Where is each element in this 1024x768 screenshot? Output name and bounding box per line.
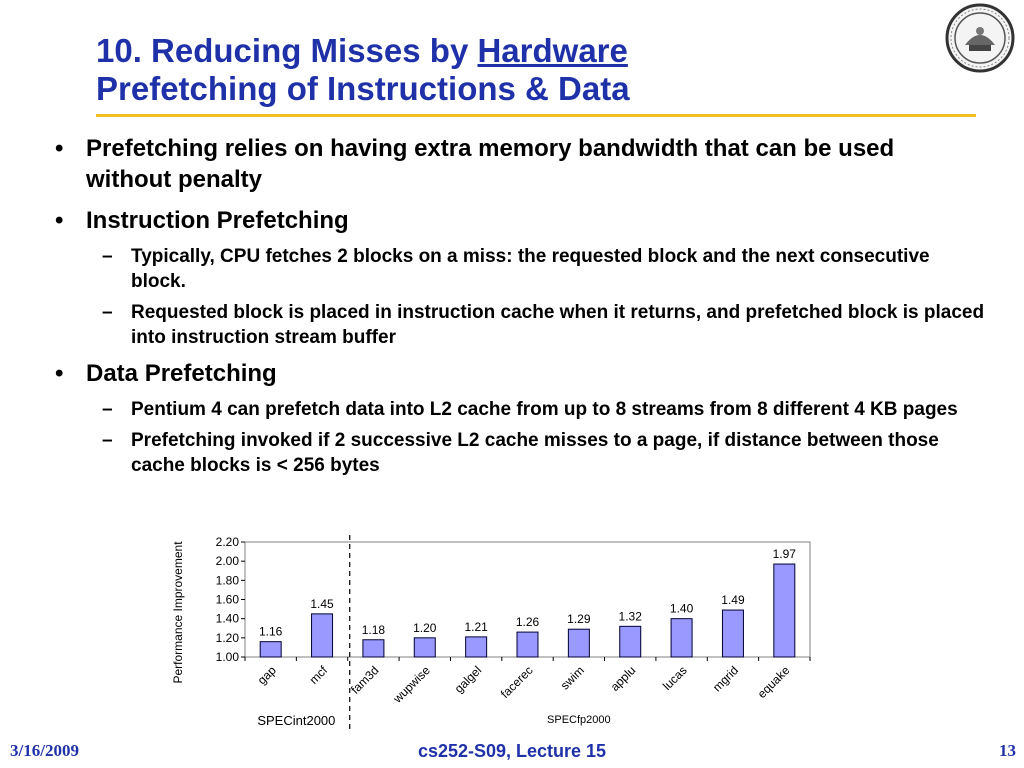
title-underlined-word: Hardware <box>477 32 628 69</box>
y-tick-label: 1.20 <box>215 630 239 645</box>
x-category-label: applu <box>607 663 639 694</box>
bullet-item <box>55 133 985 195</box>
bullet-marker: • <box>55 360 64 387</box>
footer-course: cs252-S09, Lecture 15 <box>417 741 607 761</box>
title-rule <box>96 114 976 117</box>
bar <box>312 614 333 657</box>
y-tick-label: 2.00 <box>215 554 239 569</box>
group-label-specfp: SPECfp2000 <box>547 714 611 726</box>
footer-page-number: 13 <box>999 741 1016 760</box>
x-category-label: facerec <box>497 663 536 701</box>
x-category-label: wupwise <box>390 663 433 706</box>
bar <box>466 637 487 657</box>
bar <box>671 619 692 657</box>
x-category-label: mcf <box>306 663 331 687</box>
sub-bullet-marker: – <box>102 430 113 451</box>
bar-value-label: 1.18 <box>361 622 386 637</box>
bullet-text: Data Prefetching <box>86 360 277 387</box>
sub-bullet-marker: – <box>102 399 113 420</box>
x-category-label: equake <box>754 663 793 701</box>
bullet-text: Instruction Prefetching <box>86 207 349 234</box>
bullet-marker: • <box>55 135 64 162</box>
bullet-list <box>55 133 985 486</box>
y-tick-label: 1.80 <box>215 573 239 588</box>
sub-bullet-text: Requested block is placed in instruction cache when it returns, and prefetched block is placed into instruction stream buffer <box>131 302 985 348</box>
group-label-specint: SPECint2000 <box>257 713 336 728</box>
y-axis-label: Performance Improvement <box>171 541 185 684</box>
y-tick-label: 2.20 <box>215 535 239 549</box>
sub-bullet-item <box>55 397 985 422</box>
sub-bullet-item <box>55 428 985 478</box>
bullet-text: Prefetching relies on having extra memory bandwidth that can be used without penalty <box>86 135 895 193</box>
bar-value-label: 1.40 <box>669 601 694 616</box>
bar-value-label: 1.97 <box>772 547 796 562</box>
bar-value-label: 1.26 <box>515 615 540 630</box>
slide-title <box>96 32 630 108</box>
sub-bullet-text: Pentium 4 can prefetch data into L2 cache from up to 8 streams from 8 different 4 KB pages <box>131 399 958 420</box>
x-category-label: fam3d <box>348 663 382 697</box>
x-category-label: swim <box>557 663 587 693</box>
sub-bullet-marker: – <box>102 246 113 267</box>
y-tick-label: 1.40 <box>215 611 239 626</box>
sub-bullet-item <box>55 300 985 350</box>
sub-bullet-item <box>55 244 985 294</box>
bar <box>260 642 281 657</box>
bar-value-label: 1.29 <box>567 612 591 627</box>
y-tick-label: 1.00 <box>215 650 239 664</box>
bar-value-label: 1.32 <box>618 609 642 624</box>
bar-value-label: 1.20 <box>413 620 437 635</box>
university-seal-icon <box>945 3 1015 73</box>
bar-value-label: 1.49 <box>721 593 745 608</box>
bar <box>620 626 641 657</box>
bar-value-label: 1.16 <box>259 624 283 639</box>
bar <box>774 564 795 657</box>
bullet-marker: • <box>55 207 64 234</box>
x-category-label: galgel <box>451 663 485 696</box>
bar <box>414 638 435 657</box>
bar <box>568 629 589 657</box>
bar-value-label: 1.21 <box>464 619 488 634</box>
sub-bullet-text: Prefetching invoked if 2 successive L2 cache misses to a page, if distance between those cache blocks is < 256 bytes <box>131 430 939 476</box>
bar <box>722 610 743 657</box>
x-category-label: gap <box>254 663 279 688</box>
bullet-item <box>55 205 985 236</box>
x-category-label: mgrid <box>709 663 742 695</box>
sub-bullet-text: Typically, CPU fetches 2 blocks on a miss: the requested block and the next consecutive block. <box>131 246 930 292</box>
title-line2: Prefetching of Instructions & Data <box>96 70 630 107</box>
x-category-label: lucas <box>660 663 690 693</box>
y-tick-label: 1.60 <box>215 592 239 607</box>
sub-bullet-marker: – <box>102 302 113 323</box>
bar <box>363 640 384 657</box>
footer-date: 3/16/2009 <box>10 741 79 760</box>
performance-bar-chart <box>165 510 825 735</box>
bar <box>517 632 538 657</box>
bar-value-label: 1.45 <box>310 596 334 611</box>
title-line1-prefix: 10. Reducing Misses by <box>96 32 478 69</box>
bullet-item <box>55 358 985 389</box>
